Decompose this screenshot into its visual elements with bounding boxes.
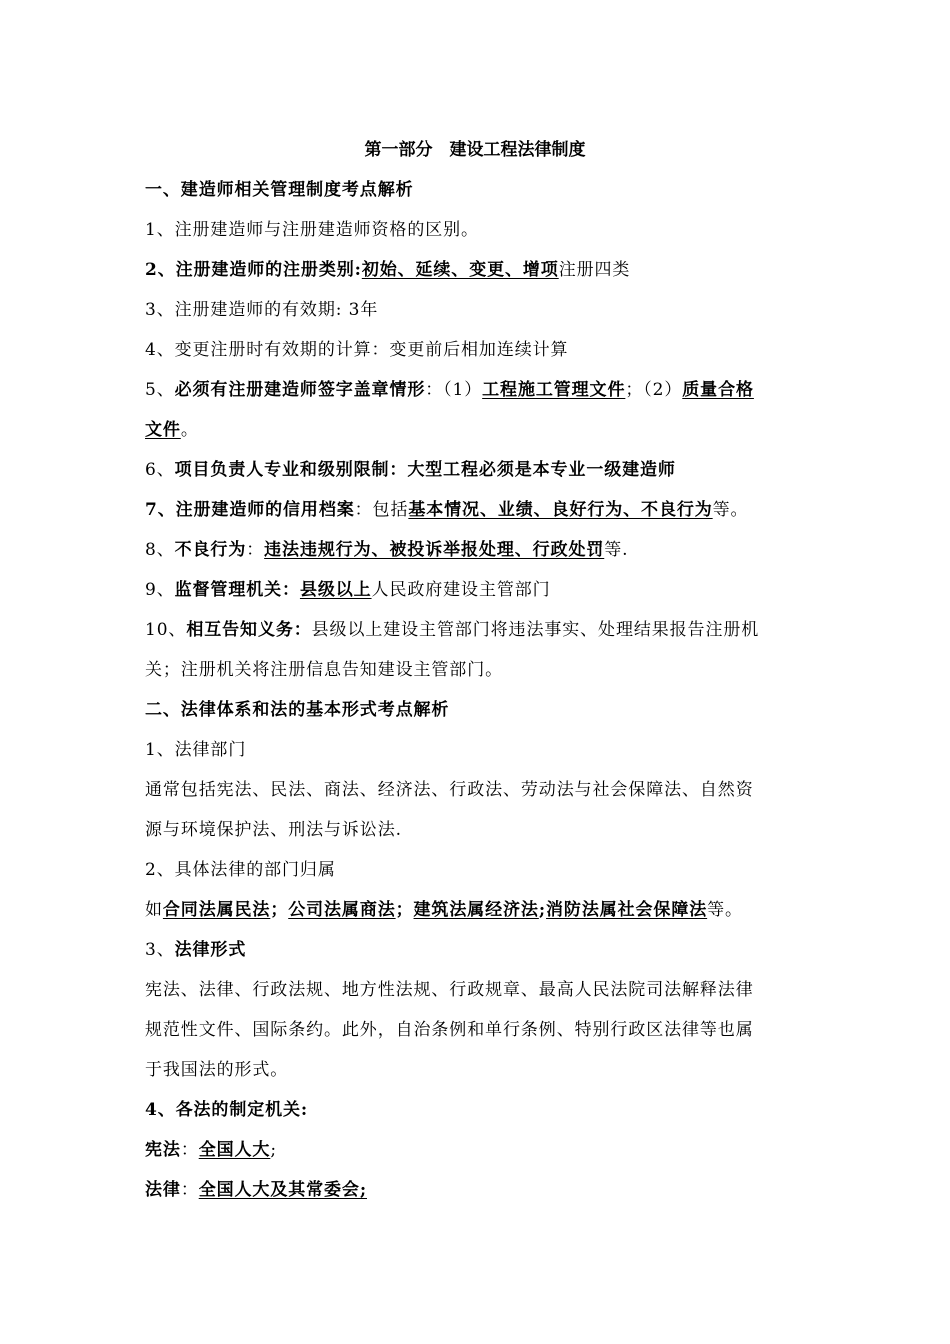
text-segment: 4、变更注册时有效期的计算：变更前后相加连续计算 xyxy=(145,340,569,360)
text-line xyxy=(145,296,810,324)
text-segment: 。 xyxy=(180,420,199,440)
text-segment: ; xyxy=(538,900,547,920)
text-segment: ：（1） xyxy=(425,380,483,400)
text-segment: 质量合格 xyxy=(682,380,754,400)
text-segment: 监督管理机关： xyxy=(174,580,300,600)
text-line xyxy=(145,736,810,764)
text-segment: 县级以上 xyxy=(299,580,372,600)
text-segment: 宪法 xyxy=(145,1140,181,1160)
text-line xyxy=(145,176,810,204)
text-line xyxy=(145,856,810,884)
text-line xyxy=(145,496,810,524)
text-segment: 10、 xyxy=(145,620,187,640)
text-segment: ；（2） xyxy=(625,380,683,400)
text-line xyxy=(145,816,810,844)
text-segment: 源与环境保护法、刑法与诉讼法. xyxy=(145,820,402,840)
text-line xyxy=(145,976,810,1004)
text-segment: 合同法属民法 xyxy=(162,900,271,920)
text-line xyxy=(145,1016,810,1044)
text-line xyxy=(145,896,810,924)
text-segment: 9、 xyxy=(145,580,175,600)
text-segment: 4、各法的制定机关: xyxy=(145,1100,309,1120)
text-segment: 基本情况、业绩、良好行为、不良行为 xyxy=(408,500,713,520)
text-segment: ； xyxy=(270,900,289,920)
text-segment: 2、具体法律的部门归属 xyxy=(145,860,336,880)
text-segment: 6、 xyxy=(145,460,175,480)
text-segment: 等。 xyxy=(712,500,749,520)
text-segment: 项目负责人专业和级别限制：大型工程必须是本专业一级建造师 xyxy=(174,460,676,480)
text-line xyxy=(145,376,810,404)
text-line xyxy=(145,336,810,364)
text-segment: 建筑法属经济法 xyxy=(413,900,539,920)
text-segment: 文件 xyxy=(145,420,181,440)
text-line xyxy=(145,216,810,244)
text-segment: 1、法律部门 xyxy=(145,740,247,760)
text-segment: 5、 xyxy=(145,380,175,400)
text-segment: 相互告知义务： xyxy=(186,620,312,640)
text-segment: 如 xyxy=(145,900,163,920)
text-line xyxy=(145,616,810,644)
text-segment: 县级以上建设主管部门将违法事实、处理结果报告注册机 xyxy=(311,620,760,640)
text-segment: 二、法律体系和法的基本形式考点解析 xyxy=(145,700,450,720)
page-title: 第一部分 建设工程法律制度 xyxy=(364,140,586,160)
text-segment: 1、注册建造师与注册建造师资格的区别。 xyxy=(145,220,479,240)
text-line xyxy=(145,456,810,484)
text-segment: 全国人大及其常委会; xyxy=(198,1180,367,1200)
text-segment: 不良行为 xyxy=(174,540,247,560)
text-line xyxy=(145,696,810,724)
text-segment: 人民政府建设主管部门 xyxy=(371,580,551,600)
text-segment: 注册四类 xyxy=(558,260,631,280)
text-segment: 8、 xyxy=(145,540,175,560)
text-line xyxy=(145,1136,810,1164)
text-segment: 于我国法的形式。 xyxy=(145,1060,289,1080)
text-segment: 宪法、法律、行政法规、地方性法规、行政规章、最高人民法院司法解释法律 xyxy=(145,980,754,1000)
text-segment: ： xyxy=(180,1180,199,1200)
text-segment: 3、注册建造师的有效期: 3年 xyxy=(145,300,379,320)
text-line xyxy=(145,1056,810,1084)
text-segment: 7、注册建造师的信用档案 xyxy=(145,500,355,520)
text-segment: ： xyxy=(180,1140,199,1160)
text-line xyxy=(145,256,810,284)
text-segment: 违法违规行为、被投诉举报处理、行政处罚 xyxy=(264,540,605,560)
text-segment: 工程施工管理文件 xyxy=(482,380,626,400)
text-segment: ; xyxy=(270,1140,277,1160)
text-segment: 通常包括宪法、民法、商法、经济法、行政法、劳动法与社会保障法、自然资 xyxy=(145,780,754,800)
text-segment: ； xyxy=(395,900,414,920)
text-segment: 关；注册机关将注册信息告知建设主管部门。 xyxy=(145,660,503,680)
text-line xyxy=(145,1176,810,1204)
text-segment: ： xyxy=(246,540,265,560)
text-segment: 规范性文件、国际条约。此外，自治条例和单行条例、特别行政区法律等也属 xyxy=(145,1020,754,1040)
text-segment: 消防法属社会保障法 xyxy=(546,900,708,920)
text-line xyxy=(145,576,810,604)
text-line xyxy=(145,1096,810,1124)
text-segment: 法律 xyxy=(145,1180,181,1200)
text-line xyxy=(145,776,810,804)
text-segment: 2、注册建造师的注册类别: xyxy=(145,260,362,280)
text-segment: 全国人大 xyxy=(198,1140,271,1160)
text-line xyxy=(145,936,810,964)
text-segment: ：包括 xyxy=(354,500,409,520)
text-segment: 法律形式 xyxy=(174,940,247,960)
text-segment: 3、 xyxy=(145,940,175,960)
text-segment: 等. xyxy=(604,540,629,560)
text-line xyxy=(145,416,810,444)
text-line xyxy=(145,656,810,684)
text-segment: 必须有注册建造师签字盖章情形 xyxy=(174,380,426,400)
text-segment: 初始、延续、变更、增项 xyxy=(361,260,559,280)
text-segment: 公司法属商法 xyxy=(288,900,396,920)
text-line xyxy=(145,536,810,564)
text-segment: 一、建造师相关管理制度考点解析 xyxy=(145,180,414,200)
text-segment: 等。 xyxy=(707,900,743,920)
